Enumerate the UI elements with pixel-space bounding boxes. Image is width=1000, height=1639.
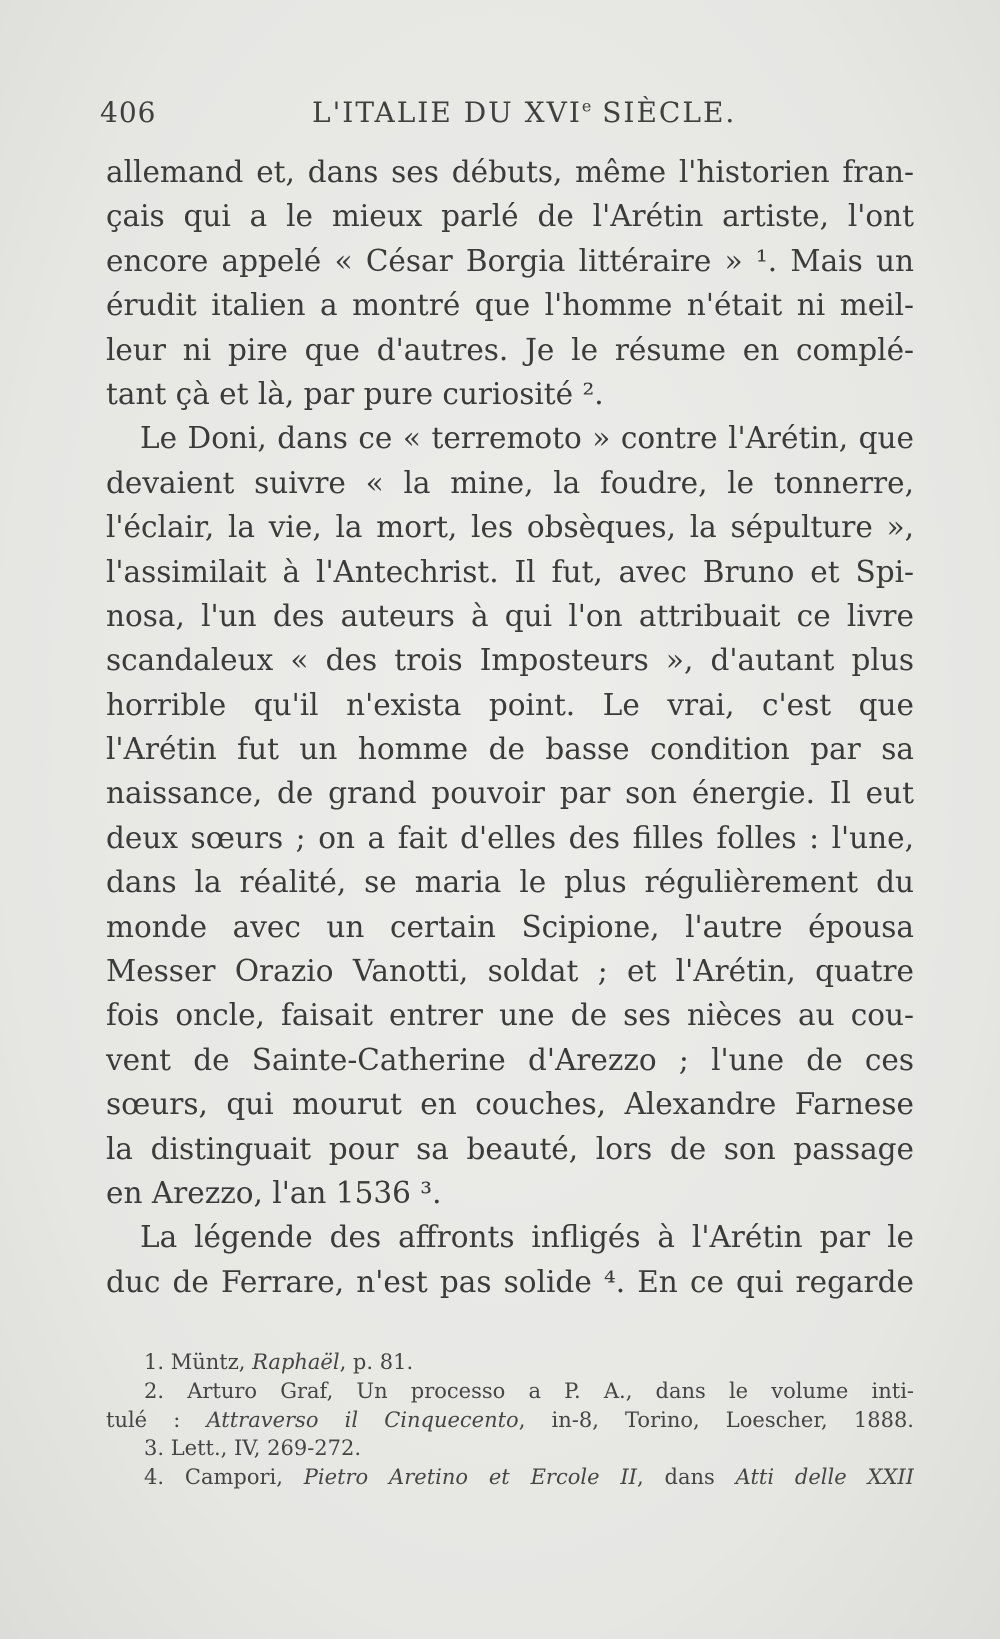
text-line: naissance, de grand pouvoir par son énergie. Il eut [106,776,914,811]
text-line: scandaleux « des trois Imposteurs », d'autant plus [106,643,914,678]
text-line: leur ni pire que d'autres. Je le résume en complé- [106,332,914,367]
running-title-main: L'ITALIE DU XVI [312,96,582,129]
footnote-text: tulé : [106,1407,207,1432]
text-line: nosa, l'un des auteurs à qui l'on attribuait ce livre [106,598,914,633]
text-line: l'Arétin fut un homme de basse condition par sa [106,732,914,767]
running-title-end: SIÈCLE. [591,96,737,129]
footnote-text: , dans [636,1465,736,1490]
text-line: Messer Orazio Vanotti, soldat ; et l'Arétin, quatre [106,954,914,989]
text-line: l'assimilait à l'Antechrist. Il fut, avec Bruno et Spi- [106,554,914,589]
footnote-text: , in-8, Torino, Loescher, 1888. [518,1407,914,1432]
text-line: devaient suivre « la mine, la foudre, le tonnerre, [106,465,914,500]
text-line: Le Doni, dans ce « terremoto » contre l'Arétin, que [140,421,914,456]
text-line: fois oncle, faisait entrer une de ses nièces au cou- [106,998,914,1033]
running-header [100,96,920,136]
footnote-2-cont [106,1406,914,1435]
page-number: 406 [100,96,157,129]
footnotes [106,1348,914,1492]
text-line: allemand et, dans ses débuts, même l'historien fran- [106,155,914,189]
text-line: encore appelé « César Borgia littéraire » ¹. Mais un [106,243,914,278]
footnote-text: 1. Müntz, [144,1350,253,1374]
footnote-title: Raphaël [252,1350,340,1374]
text-line: duc de Ferrare, n'est pas solide ⁴. En ce qui regarde [106,1264,914,1299]
footnote-3: 3. Lett., IV, 269-272. [144,1436,362,1461]
footnote-text: , p. 81. [339,1350,414,1374]
text-line: tant çà et là, par pure curiosité ². [106,376,604,411]
text-line: deux sœurs ; on a fait d'elles des filles folles : l'une, [106,820,914,855]
footnote-1 [106,1348,914,1377]
text-line: çais qui a le mieux parlé de l'Arétin artiste, l'ont [106,199,914,234]
text-line: horrible qu'il n'exista point. Le vrai, c'est que [106,687,914,722]
text-line: en Arezzo, l'an 1536 ³. [106,1175,442,1210]
body-text [106,150,914,1304]
footnote-4 [106,1463,914,1492]
text-line: dans la réalité, se maria le plus régulièrement du [106,865,914,900]
text-line: sœurs, qui mourut en couches, Alexandre Farnese [106,1087,914,1122]
footnote-title: Atti delle XXII [735,1465,914,1490]
footnote-title: Attraverso il Cinquecento [206,1407,519,1432]
text-line: vent de Sainte-Catherine d'Arezzo ; l'une de ces [106,1042,914,1077]
footnote-title: Pietro Aretino et Ercole II [303,1465,637,1490]
running-title-superscript: e [581,96,592,116]
footnote-text: 4. Campori, [144,1465,304,1490]
footnote-2: 2. Arturo Graf, Un processo a P. A., dans le volume inti- [144,1378,914,1403]
text-line: la distinguait pour sa beauté, lors de son passage [106,1131,914,1166]
text-line: monde avec un certain Scipione, l'autre épousa [106,909,914,944]
text-line: La légende des affronts infligés à l'Arétin par le [140,1220,914,1255]
text-line: l'éclair, la vie, la mort, les obsèques, la sépulture », [106,510,914,545]
running-title [312,96,736,129]
text-line: érudit italien a montré que l'homme n'était ni meil- [106,288,914,323]
